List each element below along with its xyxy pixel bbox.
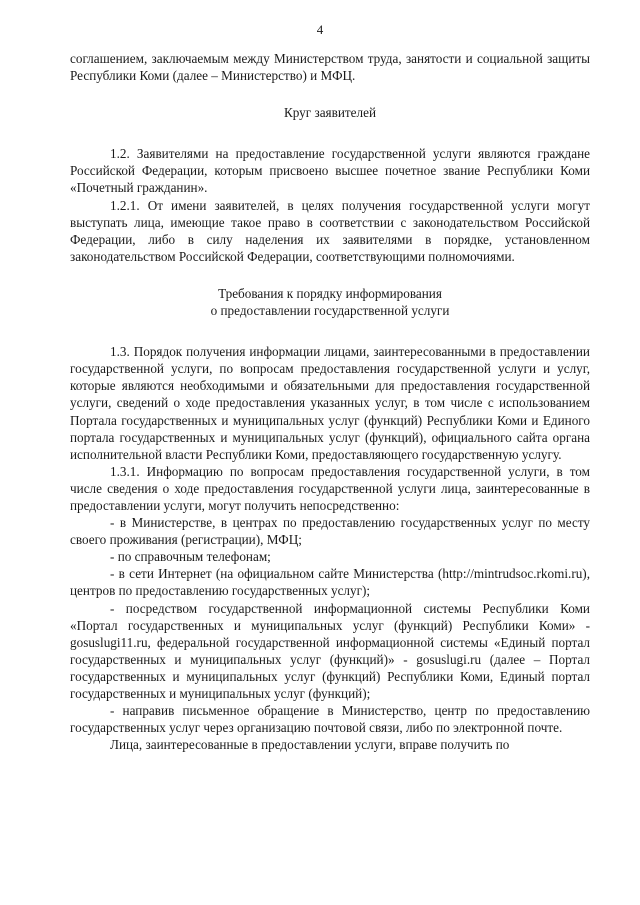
list-item-written-request: - направив письменное обращение в Министерство, центр по предоставлению государственных услуг через организацию почтовой связи, либо по электронной почте.: [70, 703, 590, 736]
paragraph-interested-persons: Лица, заинтересованные в предоставлении услуги, вправе получить по: [110, 737, 510, 753]
list-item-ministry: - в Министерстве, в центрах по предоставлению государственных услуг по месту своего проживания (регистрации), МФЦ;: [70, 515, 590, 548]
list-item-phones: - по справочным телефонам;: [110, 549, 271, 565]
list-item-internet: - в сети Интернет (на официальном сайте Министерства (http://mintrudsoc.rkomi.ru), центров по предоставлению государственных услуг);: [70, 566, 590, 599]
paragraph-1-2-1: 1.2.1. От имени заявителей, в целях получения государственной услуги могут выступать лица, имеющие такое право в соответствии с законодательством Российской Федерации, либо в силу наделения их заявителями в порядке, установленном законодательством Российской Федерации, соответствующими полномочиями.: [70, 197, 590, 264]
page-number: 4: [316, 22, 324, 37]
heading-info-requirements-line2: о предоставлении государственной услуги: [210, 303, 450, 319]
list-item-portals: - посредством государственной информационной системы Республики Коми «Портал государственных и муниципальных услуг (функций) Республики Коми» - gosuslugi11.ru, федеральной государственной информационной системы «Единый портал государственных и муниципальных услуг (функций)» - gosuslugi.ru (далее – Портал государственных и муниципальных услуг (функций) Республики Коми, Единый портал государственных и муниципальных услуг (функций);: [70, 600, 590, 701]
heading-applicants: Круг заявителей: [283, 105, 377, 121]
paragraph-1-3-1: 1.3.1. Информацию по вопросам предоставления государственной услуги, в том числе сведения о ходе предоставления государственной услуги лица, заинтересованные в предоставлении услуги, могут получить непосредственно:: [70, 463, 590, 513]
paragraph-agreement: соглашением, заключаемым между Министерством труда, занятости и социальной защиты Республики Коми (далее – Министерство) и МФЦ.: [70, 51, 590, 84]
paragraph-1-3: 1.3. Порядок получения информации лицами, заинтересованными в предоставлении государственной услуги, по вопросам предоставления государственной услуги и услуг, которые являются необходимыми и обязательными для предоставления государственной услуги, сведений о ходе предоставления указанных услуг, в том числе с использованием Портала государственных и муниципальных услуг (функций) Республики Коми и Единого портала государственных и муниципальных услуг (функций), официального сайта органа исполнительной власти Республики Коми, предоставляющего государственную услугу.: [70, 344, 590, 462]
document-body: [70, 50, 590, 753]
heading-info-requirements-line1: Требования к порядку информирования: [218, 285, 442, 301]
paragraph-1-2: 1.2. Заявителями на предоставление государственной услуги являются граждане Российской Федерации, которым присвоено высшее почетное звание Республики Коми «Почетный гражданин».: [70, 146, 590, 196]
